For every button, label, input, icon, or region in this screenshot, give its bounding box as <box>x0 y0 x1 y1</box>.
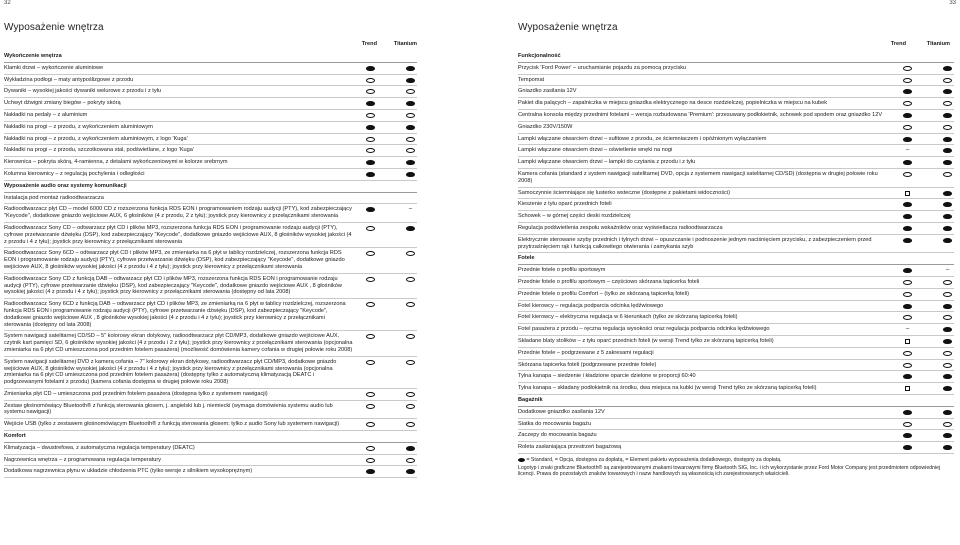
standard-marker-icon <box>366 469 375 474</box>
feature-text: Zestaw głośnomówiący Bluetooth® z funkcją sterowania głosem, j. angielski lub j. niemiecki (wymaga domówienia systemu audio lub systemu nawigacji) <box>4 402 333 416</box>
option-marker-icon <box>406 113 415 118</box>
option-marker-icon <box>366 360 375 365</box>
section-heading <box>4 181 417 193</box>
feature-text: Siatka do mocowania bagażu <box>518 420 592 427</box>
option-marker-icon <box>366 392 375 397</box>
feature-row <box>518 134 954 146</box>
feature-row <box>4 455 417 467</box>
section-title: Wykończenie wnętrza <box>4 53 62 59</box>
feature-text: Zaczepy do mocowania bagażu <box>518 432 597 439</box>
standard-marker-icon <box>943 238 952 243</box>
feature-row <box>518 430 954 442</box>
feature-row <box>518 324 954 336</box>
feature-row <box>4 248 417 273</box>
option-marker-icon <box>366 422 375 427</box>
feature-text: Składane blaty stolików – z tyłu oparć przednich foteli (w wersji Trend tylko ze skórzaną tapicerką foteli) <box>518 337 774 344</box>
feature-row <box>518 122 954 134</box>
standard-marker-icon <box>406 160 415 165</box>
standard-marker-icon <box>406 125 415 130</box>
standard-marker-icon <box>943 66 952 71</box>
feature-text: Radioodtwarzacz płyt CD – model 6000 CD z rozszerzona funkcja RDS EON i programowaniem rodzaju audycji (PTY), kod zabezpieczający "Keycode", dodatkowe gniazdo wejściowe AUX, 6 głośników (4 z przodu, 2 z tyłu); joystick przy kierownicy z przełącznikami sterowania <box>4 206 352 220</box>
feature-text: Nagrzewnica wnętrza – z programowana regulacja temperatury <box>4 456 162 463</box>
option-marker-icon <box>903 280 912 285</box>
section-heading <box>4 51 417 63</box>
option-marker-icon <box>366 78 375 83</box>
section-title: Bagażnik <box>518 396 543 403</box>
feature-row <box>518 301 954 313</box>
standard-marker-icon <box>366 66 375 71</box>
standard-marker-icon <box>943 410 952 415</box>
option-marker-icon <box>366 277 375 282</box>
feature-row <box>4 274 417 299</box>
option-marker-icon <box>943 363 952 368</box>
page-title: Wyposażenie wnętrza <box>518 22 618 33</box>
feature-text: Klimatyzacja – dwustrefowa, z automatyczna regulacja temperatury (DEATC) <box>4 444 195 451</box>
feature-text: System nawigacji satelitarnej DVD z kamerą cofania – 7" kolorowy ekran dotykowy, radioodtwarzacz płyt CD/MP3, dodatkowe gniazdo wejściowe AUX, 8 głośników wysokiej jakości (4 z przodu i 4 z tyłu); joystick przy kierownicy z przełącznikami sterowania (opcjonalna zmieniarka na 6 płyt CD umieszczona pod przednim fotelem pasażera) (dostępny tylko z automatyczną klimatyzacją DEATC i podgrzewanymi fotelami z przodu) (kamera cofania dostępna w drugiej połowie roku 2008) <box>4 358 337 386</box>
feature-text: Kamera cofania (standard z system nawigacji satelitarnej DVD, opcja z systemem nawigacji satelitarnej CD/SD) (dostępna w drugiej połowie roku 2008) <box>518 170 878 184</box>
feature-row <box>4 63 417 75</box>
feature-text: Tylna kanapa – składany podłokietnik na środku, dwa miejsca na kubki (w wersji Trend tylko ze skórzaną tapicerką foteli) <box>518 385 817 392</box>
feature-text: Fotel pasażera z przodu – ręczna regulacja wysokości oraz regulacja podparcia odcinka lędźwiowego <box>518 326 770 333</box>
feature-text: Uchwyt dźwigni zmiany biegów – pokryty skórą <box>4 100 121 107</box>
option-marker-icon <box>366 113 375 118</box>
legend-text: = Standard, = Opcja, dostępna za dopłatą, = Element pakietu wyposażenia dodatkowego, dostępny za dopłatą. <box>526 457 782 463</box>
standard-marker-icon <box>903 214 912 219</box>
option-marker-icon <box>943 422 952 427</box>
option-marker-icon <box>943 101 952 106</box>
feature-row <box>518 360 954 372</box>
standard-marker-icon <box>943 374 952 379</box>
feature-text: System nawigacji satelitarnej CD/SD – 5" kolorowy ekran dotykowy, radioodtwarzacz płyt CD/MP3, dodatkowe gniazdo wejściowe AUX, czytnik kart pamięci SD, 6 głośników wysokiej jakości (4 z przodu i 2 z tyłu); joystick przy kierownicy z przełącznikami sterowania (opcjonalna zmieniarka na 6 płyt CD umieszczona pod przednim fotelem pasażera) (możliwość domówienia kamery cofania w drugiej połowie roku 2008) <box>4 333 353 353</box>
feature-row <box>4 223 417 248</box>
package-marker-icon <box>903 386 912 391</box>
feature-text: Elektrycznie sterowane szyby przednich i tylnych drzwi – opuszczanie i podnoszenie jednym naciśnięciem przycisku, z zabezpieczeniem przed przytrzaśnięciem rąk i funkcją całkowitego otwierania i zamykania szyb <box>518 236 872 250</box>
option-marker-icon <box>406 89 415 94</box>
feature-table <box>4 51 417 478</box>
standard-marker-icon <box>903 202 912 207</box>
feature-row <box>4 157 417 169</box>
feature-row <box>4 193 417 205</box>
feature-text: Zmieniarka płyt CD – umieszczona pod przednim fotelem pasażera (dostępna tylko z systemem nawigacji) <box>4 390 268 397</box>
feature-row <box>4 110 417 122</box>
feature-text: Roleta zasłaniająca przestrzeń bagażową <box>518 444 622 451</box>
section-heading <box>4 431 417 443</box>
option-marker-icon <box>366 89 375 94</box>
page-number-left: 32 <box>4 0 11 6</box>
option-marker-icon <box>366 458 375 463</box>
feature-row <box>518 110 954 122</box>
option-marker-icon <box>366 446 375 451</box>
standard-marker-icon <box>903 137 912 142</box>
feature-row <box>518 188 954 200</box>
standard-marker-icon <box>366 160 375 165</box>
feature-text: Nakładki na pedały – z aluminium <box>4 111 88 118</box>
feature-text: Lampki włączane otwarciem drzwi – sufitowe z przodu, ze ściemniaczem i opóźnionym wyłączaniem <box>518 135 767 142</box>
standard-marker-icon <box>903 433 912 438</box>
option-marker-icon <box>406 422 415 427</box>
section-heading <box>518 253 954 265</box>
option-marker-icon <box>406 302 415 307</box>
option-marker-icon <box>406 137 415 142</box>
standard-marker-icon <box>903 89 912 94</box>
package-marker-icon <box>903 339 912 344</box>
option-marker-icon <box>903 422 912 427</box>
column-header-trend: Trend <box>361 41 377 47</box>
not-available-icon: – <box>905 147 910 154</box>
option-marker-icon <box>366 334 375 339</box>
feature-row <box>4 134 417 146</box>
option-marker-icon <box>406 404 415 409</box>
feature-text: Kieszenie z tyłu oparć przednich foteli <box>518 201 612 208</box>
feature-row <box>4 145 417 157</box>
standard-marker-icon <box>903 226 912 231</box>
option-marker-icon <box>406 360 415 365</box>
not-available-icon: – <box>408 206 413 213</box>
option-marker-icon <box>943 292 952 297</box>
legend <box>518 457 954 478</box>
feature-text: Schowek – w górnej części deski rozdzielczej <box>518 213 631 220</box>
feature-text: Przednie fotele – podgrzewane z 5 zakresami regulacji <box>518 349 654 356</box>
feature-row <box>518 383 954 395</box>
standard-marker-icon <box>943 160 952 165</box>
option-marker-icon <box>406 251 415 256</box>
standard-marker-icon <box>366 125 375 130</box>
standard-marker-icon <box>903 304 912 309</box>
not-available-icon: – <box>945 267 950 274</box>
standard-marker-icon <box>903 113 912 118</box>
feature-text: Radioodtwarzacz Sony CD z funkcją DAB – odtwarzacz płyt CD i plików MP3, rozszerzona funkcja RDS EON i programowanie rodzaju audycji (PTY), cyfrowe przetwarzanie dźwięku (DSP), kod zabezpieczający "Keycode", dodatkowe gniazdo wejściowe AUX , 8 głośników wysokiej jakości (4 z przodu i 4 z tyłu); joystick przy kierownicy z przełącznikami sterowania (dostępny od lata 2008) <box>4 275 342 296</box>
option-marker-icon <box>943 351 952 356</box>
feature-text: Klamki drzwi – wykończenie aluminiowe <box>4 64 104 71</box>
feature-text: Lampki włączane otwarciem drzwi – lampki do czytania z przodu i z tyłu <box>518 159 696 166</box>
standard-marker-icon <box>943 214 952 219</box>
standard-marker-icon <box>943 202 952 207</box>
feature-text: Wejście USB (tylko z zestawem głośnomówiącym Bluetooth® z funkcją sterowania głosem; tylko z audio Sony lub systemem nawigacji) <box>4 421 340 428</box>
feature-text: Tylna kanapa – siedzenie i kładzione oparcie dzielone w proporcji 60:40 <box>518 373 696 380</box>
option-marker-icon <box>903 172 912 177</box>
option-marker-icon <box>903 351 912 356</box>
option-marker-icon <box>903 315 912 320</box>
feature-text: Nakładki na progi – z przodu, z wykończeniem aluminiowym, z logo 'Kuga' <box>4 135 188 142</box>
option-marker-icon <box>903 363 912 368</box>
feature-text: Radioodtwarzacz Sony 6CD z funkcją DAB – odtwarzacz płyt CD i plików MP3, ze zmieniarką na 6 płyt w tablicy rozdzielczej, rozszerzona funkcja RDS EON i programowanie rodzaju audycji (PTY), cyfrowe przetwarzanie dźwięku (DSP), kod zabezpieczający "Keycode", dodatkowe gniazdo wejściowe AUX , 8 głośników wysokiej jakości (4 z przodu i 4 z tyłu); joystick przy kierownicy z przełącznikami sterowania (dostępny od lata 2008) <box>4 301 346 328</box>
column-header-titanium: Titanium <box>926 41 950 47</box>
feature-text: Samoczynnie ściemniające się lusterko wsteczne (dostępne z pakietami widoczności) <box>518 189 731 196</box>
section-title: Funkcjonalność <box>518 53 561 59</box>
standard-marker-icon <box>903 374 912 379</box>
feature-text: Centralna konsola między przednimi fotelami – wersja rozbudowana 'Premium': przesuwany podłokietnik, schowek pod spodem oraz gniazdko 12V <box>518 111 883 118</box>
option-marker-icon <box>943 315 952 320</box>
option-marker-icon <box>406 392 415 397</box>
feature-row <box>518 371 954 383</box>
feature-text: Tempomat <box>518 76 545 83</box>
feature-text: Przycisk 'Ford Power' – uruchamianie pojazdu za pomocą przycisku <box>518 64 687 71</box>
feature-row <box>518 348 954 360</box>
feature-row <box>4 122 417 134</box>
option-marker-icon <box>903 78 912 83</box>
feature-row <box>518 265 954 277</box>
section-title: Wyposażenie audio oraz systemy komunikacji <box>4 182 127 189</box>
feature-text: Fotel kierowcy – elektryczna regulacja w 6 kierunkach (tylko ze skórzaną tapicerką foteli) <box>518 314 738 321</box>
standard-marker-icon <box>903 268 912 273</box>
standard-marker-icon <box>366 101 375 106</box>
feature-text: Gniazdko zasilania 12V <box>518 88 577 95</box>
standard-marker-icon <box>903 445 912 450</box>
option-marker-icon <box>943 280 952 285</box>
option-marker-icon <box>406 334 415 339</box>
feature-text: Przednie fotele o profilu Comfort – (tylko ze skórzaną tapicerką foteli) <box>518 290 689 297</box>
column-header-trend: Trend <box>890 41 906 47</box>
legend-line <box>518 457 954 464</box>
feature-row <box>4 443 417 455</box>
feature-text: Radioodtwarzacz Sony CD – odtwarzacz płyt CD i plików MP3, rozszerzona funkcja RDS EON i programowanie rodzaju audycji (PTY), cyfrowe przetwarzanie dźwięku (DSP), kod zabezpieczający "Keycode", dodatkowe gniazdo wejściowe AUX, 8 głośników wysokiej jakości (4 z przodu i 4 z tyłu); joystick przy kierownicy z przełącznikami sterowania <box>4 224 352 245</box>
feature-row <box>4 75 417 87</box>
option-marker-icon <box>903 292 912 297</box>
standard-marker-icon <box>943 386 952 391</box>
standard-marker-icon <box>406 101 415 106</box>
option-marker-icon <box>903 66 912 71</box>
feature-row <box>518 223 954 235</box>
footnote: Logotyp i znaki graficzne Bluetooth® są zarejestrowanymi znakami towarowymi firmy Bluetooth SIG, Inc. i ich wykorzystanie przez Ford Motor Company jest przedmiotem odpowiedniej licencji. Prawa do pozostałych znaków towarowych i nazw handlowych są własnością ich zarejestrowanych właścicieli. <box>518 464 941 478</box>
feature-row <box>4 466 417 478</box>
standard-marker-icon <box>903 238 912 243</box>
standard-marker-icon <box>943 148 952 153</box>
feature-row <box>518 157 954 169</box>
standard-marker-icon <box>943 191 952 196</box>
feature-row <box>4 169 417 181</box>
feature-row <box>518 336 954 348</box>
not-available-icon: – <box>905 326 910 333</box>
standard-marker-icon <box>406 469 415 474</box>
feature-row <box>518 63 954 75</box>
standard-marker-icon <box>406 66 415 71</box>
option-marker-icon <box>406 277 415 282</box>
page-number-right: 33 <box>949 0 956 6</box>
feature-text: Dodatkowa nagrzewnica płynu w układzie chłodzenia PTC (tylko wersje z silnikiem wysokoprężnym) <box>4 468 253 475</box>
feature-row <box>4 401 417 420</box>
package-marker-icon <box>903 191 912 196</box>
standard-marker-icon <box>903 160 912 165</box>
feature-text: Kierownica – pokryta skórą, 4-ramienna, z detalami wykończeniowymi w kolorze srebrnym <box>4 159 228 166</box>
feature-row <box>518 235 954 254</box>
feature-text: Przednie fotele o profilu sportowym <box>518 267 606 274</box>
option-marker-icon <box>943 172 952 177</box>
standard-marker-icon <box>366 207 375 212</box>
feature-text: Dodatkowe gniazdko zasilania 12V <box>518 408 605 415</box>
right-page <box>518 0 954 545</box>
standard-marker-icon <box>406 78 415 83</box>
feature-text: Gniazdko 230V/150W <box>518 123 573 130</box>
option-marker-icon <box>366 302 375 307</box>
feature-text: Nakładki na progi – z przodu, szczotkowana stal, podświetlane, z logo 'Kuga' <box>4 147 194 154</box>
option-marker-icon <box>943 125 952 130</box>
standard-marker-icon <box>518 458 525 462</box>
feature-text: Lampki włączane otwarciem drzwi – oświetlenie wnęki na nogi <box>518 147 673 154</box>
option-marker-icon <box>903 125 912 130</box>
option-marker-icon <box>366 137 375 142</box>
feature-row <box>4 204 417 223</box>
section-title: Fotele <box>518 255 535 262</box>
standard-marker-icon <box>943 433 952 438</box>
section-heading <box>518 51 954 63</box>
option-marker-icon <box>366 148 375 153</box>
feature-text: Skórzana tapicerka foteli (podgrzewane przednie fotele) <box>518 361 657 368</box>
option-marker-icon <box>406 458 415 463</box>
feature-row <box>518 86 954 98</box>
feature-row <box>4 299 417 331</box>
section-heading <box>518 395 954 407</box>
feature-text: Nakładki na progi – z przodu, z wykończeniem aluminiowym <box>4 123 153 130</box>
standard-marker-icon <box>943 137 952 142</box>
feature-row <box>518 277 954 289</box>
standard-marker-icon <box>943 89 952 94</box>
option-marker-icon <box>903 101 912 106</box>
feature-row <box>518 169 954 188</box>
feature-row <box>518 75 954 87</box>
standard-marker-icon <box>943 113 952 118</box>
standard-marker-icon <box>406 172 415 177</box>
standard-marker-icon <box>406 446 415 451</box>
option-marker-icon <box>366 226 375 231</box>
standard-marker-icon <box>943 327 952 332</box>
feature-row <box>518 289 954 301</box>
feature-row <box>518 442 954 454</box>
feature-row <box>518 145 954 157</box>
feature-text: Dywaniki – wysokiej jakości dywaniki welurowe z przodu i z tyłu <box>4 88 161 95</box>
feature-row <box>4 86 417 98</box>
option-marker-icon <box>943 78 952 83</box>
standard-marker-icon <box>943 445 952 450</box>
feature-row <box>518 419 954 431</box>
feature-table <box>518 51 954 454</box>
standard-marker-icon <box>903 410 912 415</box>
option-marker-icon <box>366 404 375 409</box>
standard-marker-icon <box>406 226 415 231</box>
feature-row <box>518 199 954 211</box>
standard-marker-icon <box>366 172 375 177</box>
option-marker-icon <box>366 251 375 256</box>
feature-row <box>518 407 954 419</box>
option-marker-icon <box>406 148 415 153</box>
feature-row <box>518 211 954 223</box>
feature-row <box>4 98 417 110</box>
feature-text: Regulacja podświetlenia zespołu wskaźników oraz wyświetlacza radioodtwarzacza <box>518 224 723 231</box>
feature-text: Radioodtwarzacz Sony 6CD – odtwarzacz płyt CD i plików MP3, ze zmieniarka na 6 płyt w tablicy rozdzielczej, rozszerzona funkcja RDS EON i programowanie rodzaju audycji (PTY), cyfrowe przetwarzanie dźwięku (DSP), kod zabezpieczający "Keycode", dodatkowe gniazdo wejściowe AUX, 8 głośników wysokiej jakości (4 z przodu i 4 z tyłu); joystick przy kierownicy z przełącznikami sterowania <box>4 250 345 270</box>
feature-row <box>518 98 954 110</box>
standard-marker-icon <box>943 226 952 231</box>
standard-marker-icon <box>943 339 952 344</box>
page-title: Wyposażenie wnętrza <box>4 22 104 33</box>
standard-marker-icon <box>943 304 952 309</box>
feature-text: Wykładzina podłogi – maty antypoślizgowe z przodu <box>4 76 134 83</box>
feature-text: Instalacja pod montaż radioodtwarzacza <box>4 194 104 201</box>
feature-text: Przednie fotele o profilu sportowym – częściowo skórzana tapicerka foteli <box>518 278 700 285</box>
feature-text: Pakiet dla palących – zapalniczka w miejscu gniazdka elektrycznego na desce rozdzielczej, popielniczka w miejscu na kubek <box>518 100 828 107</box>
feature-row <box>4 419 417 431</box>
feature-text: Fotel kierowcy – regulacja podparcia odcinka lędźwiowego <box>518 302 664 309</box>
left-page <box>4 0 417 545</box>
feature-row <box>518 312 954 324</box>
section-title: Komfort <box>4 433 26 440</box>
feature-row <box>4 389 417 401</box>
feature-text: Kolumna kierownicy – z regulacją pochylenia i odległości <box>4 170 145 177</box>
column-header-titanium: Titanium <box>393 41 417 47</box>
feature-row <box>4 331 417 356</box>
feature-row <box>4 357 417 389</box>
